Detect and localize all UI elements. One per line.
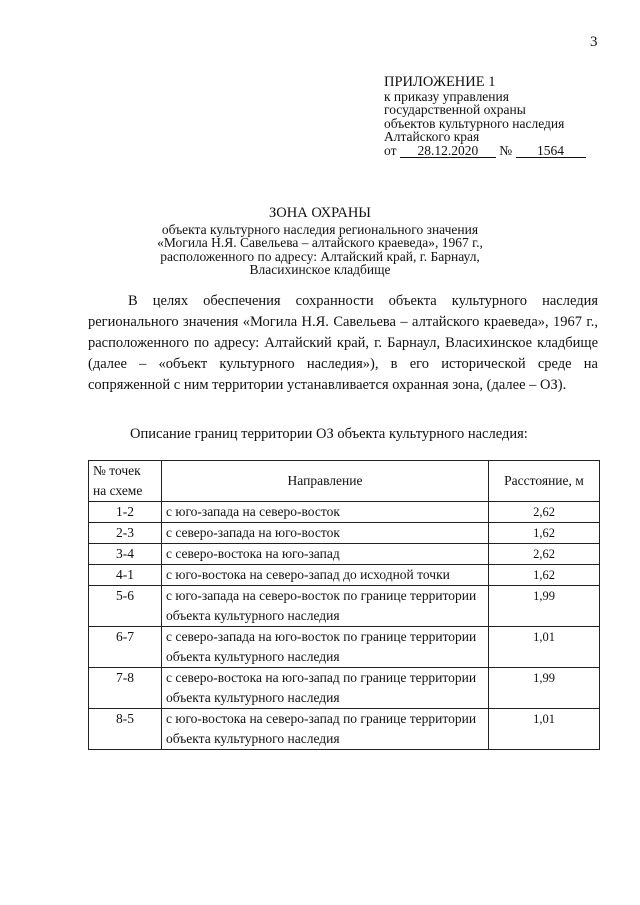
table-row (89, 544, 600, 565)
number-sign: № (499, 142, 513, 158)
cell-direction: с северо-запада на юго-восток по границе территории объекта культурного наследия (162, 627, 489, 668)
cell-distance: 1,62 (489, 565, 600, 586)
table-caption: Описание границ территории ОЗ объекта культурного наследия: (130, 426, 528, 442)
table-row (89, 502, 600, 523)
cell-direction: с северо-востока на юго-запад (162, 544, 489, 565)
table-row (89, 668, 600, 709)
cell-direction: с юго-востока на северо-запад до исходной точки (162, 565, 489, 586)
cell-distance: 1,01 (489, 627, 600, 668)
order-date: 28.12.2020 (400, 145, 496, 158)
appendix-line: Алтайского края (384, 129, 480, 144)
cell-direction: с юго-востока на северо-запад по границе территории объекта культурного наследия (162, 709, 489, 750)
header-direction: Направление (162, 461, 489, 502)
cell-points: 1-2 (89, 502, 162, 523)
heading-line: «Могила Н.Я. Савельева – алтайского краеведа», 1967 г., (157, 235, 483, 250)
table-row (89, 565, 600, 586)
table-row (89, 586, 600, 627)
cell-distance: 2,62 (489, 502, 600, 523)
cell-points: 4-1 (89, 565, 162, 586)
table-row (89, 627, 600, 668)
table-row (89, 709, 600, 750)
order-number: 1564 (516, 145, 586, 158)
cell-direction: с юго-запада на северо-восток по границе территории объекта культурного наследия (162, 586, 489, 627)
heading-line: объекта культурного наследия регионального значения (161, 221, 479, 237)
cell-distance: 1,62 (489, 523, 600, 544)
document-heading (0, 207, 640, 277)
table-header-row (89, 461, 600, 502)
header-distance: Расстояние, м (489, 461, 600, 502)
heading-line: Власихинское кладбище (249, 262, 391, 277)
cell-direction: с юго-запада на северо-восток (162, 502, 489, 523)
heading-title: ЗОНА ОХРАНЫ (269, 205, 371, 221)
cell-direction: с северо-запада на юго-восток (162, 523, 489, 544)
cell-direction: с северо-востока на юго-запад по границе территории объекта культурного наследия (162, 668, 489, 709)
order-date-line (384, 144, 586, 158)
header-points: № точек на схеме (89, 461, 162, 502)
cell-points: 2-3 (89, 523, 162, 544)
appendix-line: государственной охраны (384, 102, 526, 117)
cell-points: 7-8 (89, 668, 162, 709)
appendix-line: объектов культурного наследия (384, 115, 565, 131)
heading-line: расположенного по адресу: Алтайский край, г. Барнаул, (160, 248, 480, 264)
body-paragraph (88, 291, 598, 396)
cell-points: 6-7 (89, 627, 162, 668)
cell-distance: 1,99 (489, 668, 600, 709)
cell-points: 8-5 (89, 709, 162, 750)
cell-distance: 1,01 (489, 709, 600, 750)
cell-distance: 1,99 (489, 586, 600, 627)
page-number: 3 (590, 34, 598, 50)
appendix-block (384, 76, 586, 158)
appendix-title: ПРИЛОЖЕНИЕ 1 (384, 74, 496, 90)
table-row (89, 523, 600, 544)
body-paragraph-text: В целях обеспечения сохранности объекта культурного наследия регионального значения «Могила Н.Я. Савельева – алтайского краеведа», 1967 г., расположенного по адресу: Алтайский край, г. Барнаул, Власихинское кладбище (далее – «объект культурного наследия»), в его исторической среде на сопряженной с ним территории устанавливается охранная зона, (далее – ОЗ). (88, 293, 598, 393)
cell-distance: 2,62 (489, 544, 600, 565)
appendix-line: к приказу управления (384, 88, 509, 104)
date-prefix: от (384, 142, 397, 158)
cell-points: 5-6 (89, 586, 162, 627)
cell-points: 3-4 (89, 544, 162, 565)
boundaries-table (88, 460, 600, 750)
